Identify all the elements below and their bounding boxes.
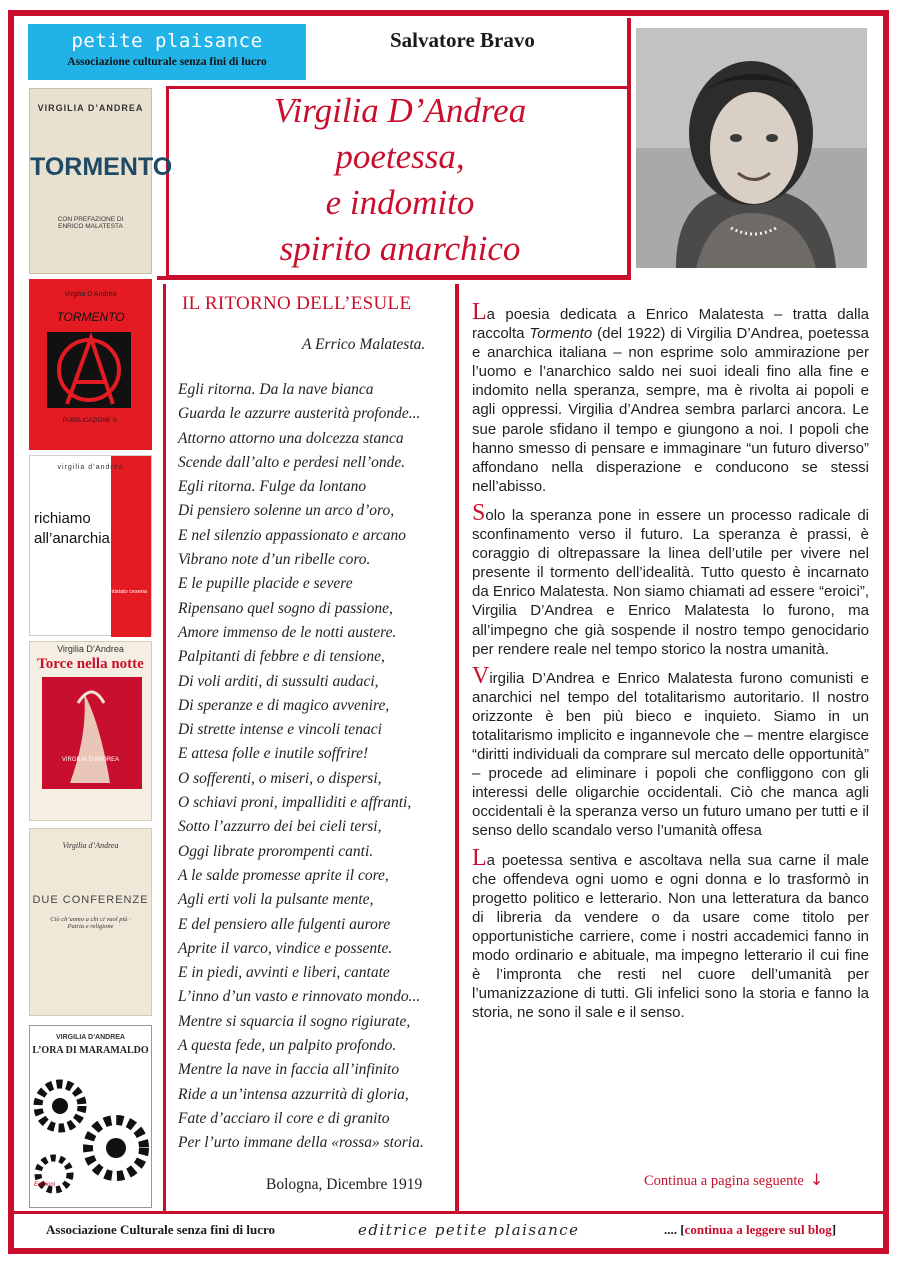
- poem-title: IL RITORNO DELL’ESULE: [182, 293, 412, 314]
- continue-text: Continua a pagina seguente: [644, 1173, 804, 1189]
- cover-title: Torce nella notte: [37, 656, 144, 672]
- poem-line: E attesa folle e inutile soffrire!: [178, 745, 369, 763]
- title-line: Virgilia D’Andrea: [273, 91, 527, 130]
- continue-link[interactable]: [644, 1170, 823, 1190]
- cover-note: PUBBLICAZIONE N.: [62, 418, 119, 424]
- portrait-photo: [636, 28, 867, 268]
- footer-prefix: .... [: [664, 1222, 685, 1237]
- article-body: [472, 299, 869, 1032]
- cover-author: VIRGILIA D’ANDREA: [56, 1034, 125, 1041]
- cover-author: Virgilia d’Andrea: [62, 841, 119, 850]
- logo-subtitle: Associazione culturale senza fini di lucro: [67, 56, 267, 68]
- poem-line: Egli ritorna. Fulge da lontano: [178, 478, 367, 496]
- poem-signature: Bologna, Dicembre 1919: [266, 1176, 423, 1193]
- paragraph-text: a poetessa sentiva e ascoltava nella sua carne il male che offendeva ogni uomo e ogni donna e lo trasformò in progetto politico e letterario. Non una letteratura da banco di libreria da vendere o da usare come titolo per opportunistiche carriere, come i nostri accademici fanno in modo ordinario e abituale, ma impegno letterario il cui fine è l’impronta che resti nel cuore dell’umanità per l’umanizzazione di tutti. Gli infelici sono la storia e fanno la storia, ne sono il sale e il senso.: [472, 851, 869, 1022]
- article-paragraph: [472, 844, 869, 1023]
- article-column-divider: [457, 284, 459, 1212]
- book-cover-tormento: [29, 88, 173, 274]
- poem-line: O schiavi proni, impalliditi e affranti,: [178, 794, 412, 812]
- book-cover-torce: [29, 641, 152, 821]
- poem-line: Di voli arditi, di sussulti audaci,: [178, 672, 379, 690]
- anarchy-symbol-icon: [29, 324, 152, 412]
- footer-suffix: ]: [831, 1222, 837, 1237]
- article-paragraph: [472, 499, 869, 659]
- cover-author: VIRGILIA D’ANDREA: [37, 103, 144, 113]
- cover-author: Virgilia D’Andrea: [64, 291, 117, 298]
- poem-dedication: A Errico Malatesta.: [302, 336, 426, 353]
- poem-line: Aprite il varco, vindice e possente.: [178, 939, 393, 957]
- title-line: poetessa,: [335, 137, 465, 176]
- cover-note: VIRGILIA D’ANDREA: [61, 757, 120, 763]
- poem-line: Egli ritorna. Da la nave bianca: [178, 381, 374, 398]
- article-paragraph: [472, 299, 869, 496]
- cover-note: edizioni l’antistato cesena: [84, 589, 147, 595]
- cover-title: richiamo all’anarchia: [34, 510, 110, 547]
- footer-blog-link-wrapper: [664, 1222, 836, 1238]
- book-cover-due-conferenze: [29, 828, 152, 1016]
- poem-line: E del pensiero alle fulgenti aurore: [178, 915, 391, 933]
- cover-note: CON PREFAZIONE DI ENRICO MALATESTA: [57, 216, 124, 230]
- cover-note: Ciò ch’uomo a chi ci vuol più · Patria e religione: [50, 916, 131, 930]
- gears-illustration: [30, 1056, 153, 1196]
- book-cover-ora-di-maramaldo: [29, 1025, 152, 1208]
- footer-publisher: editrice petite plaisance: [358, 1221, 580, 1239]
- portrait-illustration: [636, 28, 867, 268]
- poem-line: Di strette intense e vincoli tenaci: [178, 721, 382, 739]
- poem-line: O sofferenti, o miseri, o dispersi,: [178, 769, 382, 787]
- paragraph-text: irgilia D’Andrea e Enrico Malatesta furono comunisti e anarchici nel tempo del totalitarismo autoritario. Il nostro orizzonte è ben più bieco e inquieto. Siamo in un totalitarismo implicito e ingannevole che – mentre elargisce “diritti individuali da comprare sul mercato delle opportunità” – procede ad eliminare i popoli che confliggono con gli interessi delle oligarchie occidentali. Ciò che manca agli occidentali è la speranza verso un futuro umano per tutti e il senso dello scandalo verso l’umanità offesa: [472, 669, 869, 840]
- poem-line: Ripensano quel sogno di passione,: [178, 599, 393, 617]
- poem-line: E le pupille placide e severe: [178, 575, 353, 593]
- paragraph-text: a poesia dedicata a Enrico Malatesta – tratta dalla raccolta: [472, 306, 869, 343]
- cover-author: Virgilia D’Andrea: [57, 644, 124, 654]
- poem-line: Sotto l’azzurro dei bei cieli tersi,: [178, 818, 382, 836]
- poem-line: Palpitanti di febbre e di tensione,: [178, 648, 385, 666]
- book-title-italic: Tormento: [529, 325, 593, 343]
- poem-line: Attorno attorno una dolcezza stanca: [178, 429, 404, 447]
- poem-line: Ride a un’intensa azzurrità di gloria,: [178, 1085, 409, 1103]
- footer-association: Associazione Culturale senza fini di lucro: [46, 1222, 276, 1237]
- poem-line: Guarda le azzurre austerità profonde...: [178, 405, 421, 423]
- drop-cap: V: [472, 662, 490, 689]
- cover-author: virgilia d’andrea: [57, 464, 124, 471]
- poem-line: Amore immenso de le notti austere.: [178, 623, 397, 641]
- poem-line: E nel silenzio appassionato e arcano: [178, 526, 407, 544]
- article-title: [170, 88, 630, 272]
- blog-link[interactable]: continua a leggere sul blog: [684, 1222, 832, 1237]
- poem-line: Agli erti voli la pulsante mente,: [178, 891, 374, 909]
- poem-line: A questa fede, un palpito profondo.: [178, 1037, 397, 1055]
- poem-line: Vibrano note d’un ribelle coro.: [178, 551, 371, 569]
- paragraph-text: olo la speranza pone in essere un processo radicale di sconfinamento verso il futuro. La speranza è prassi, è coraggio di oltrepassare la linea dell’utile per vivere nel presente il tormento dell’idealità. Tutto questo è incarnato da Enrico Malatesta. Non siamo chiamati ad essere “eroici”, Virgilia D’Andrea e Enrico Malatesta lo furono, ma all’impegno che già sospende il nostro tempo genocidario per rendere reale nel tempo storico la nostra umanità.: [472, 506, 869, 658]
- poem-line: A le salde promesse aprite il core,: [178, 866, 389, 884]
- drop-cap: L: [472, 299, 487, 325]
- drop-cap: L: [472, 844, 487, 871]
- poem-line: Di speranze e di magico avvenire,: [178, 696, 390, 714]
- cover-title: TORMENTO: [30, 153, 173, 181]
- poem-line: L’inno d’un vasto e rinnovato mondo...: [178, 988, 421, 1006]
- poem-line: Oggi librate prorompenti canti.: [178, 842, 374, 860]
- book-cover-richiamo: [29, 455, 152, 636]
- poem-line: Di pensiero solenne un arco d’oro,: [178, 502, 395, 520]
- title-line: spirito anarchico: [279, 229, 521, 268]
- cover-note: Edizioni: [34, 1182, 56, 1188]
- article-author: Salvatore Bravo: [390, 28, 535, 52]
- footer-divider: [14, 1211, 883, 1214]
- article-paragraph: [472, 662, 869, 841]
- torch-illustration: [30, 673, 153, 793]
- poem-line: Per l’urto immane della «rossa» storia.: [178, 1134, 424, 1152]
- cover-title: TORMENTO: [56, 310, 125, 324]
- cover-title: DUE CONFERENZE: [32, 894, 149, 906]
- arrow-down-icon: ↓: [809, 1170, 824, 1189]
- poem-line: Scende dall’alto e perdesi nell’onde.: [178, 453, 406, 471]
- poem-line: E in piedi, avvinti e liberi, cantate: [178, 964, 390, 982]
- poem-line: Fate d’acciaro il core e di granito: [178, 1109, 390, 1127]
- poem-lines: [178, 378, 456, 1156]
- poem-line: Mentre si squarcia il sogno rigiurate,: [178, 1012, 411, 1030]
- title-line: e indomito: [325, 183, 475, 222]
- book-cover-tormento-anarchy: [29, 279, 152, 450]
- paragraph-text: (del 1922) di Virgilia D’Andrea, poetessa e anarchica italiana – non esprime solo ammirazione per l’uomo e l’anarchico saldo nei suoi ideali fino alla fine e indomito nella speranza, sempre, ma è rivolta ai popoli e agli oppressi. Virgilia d’Andrea sembra parlarci ancora. Le sue parole sfidano il tempo e giungono a noi. I popoli che hanno smesso di pensare e immaginare “un futuro diverso” affondano nella disperazione e conducono se stessi nell’abisso.: [472, 325, 869, 495]
- logo-title: petite plaisance: [71, 30, 263, 52]
- drop-cap: S: [472, 499, 486, 526]
- poem-line: Mentre la nave in faccia all’infinito: [178, 1061, 400, 1079]
- publisher-logo[interactable]: [28, 24, 306, 80]
- cover-title: L’ORA DI MARAMALDO: [32, 1045, 149, 1056]
